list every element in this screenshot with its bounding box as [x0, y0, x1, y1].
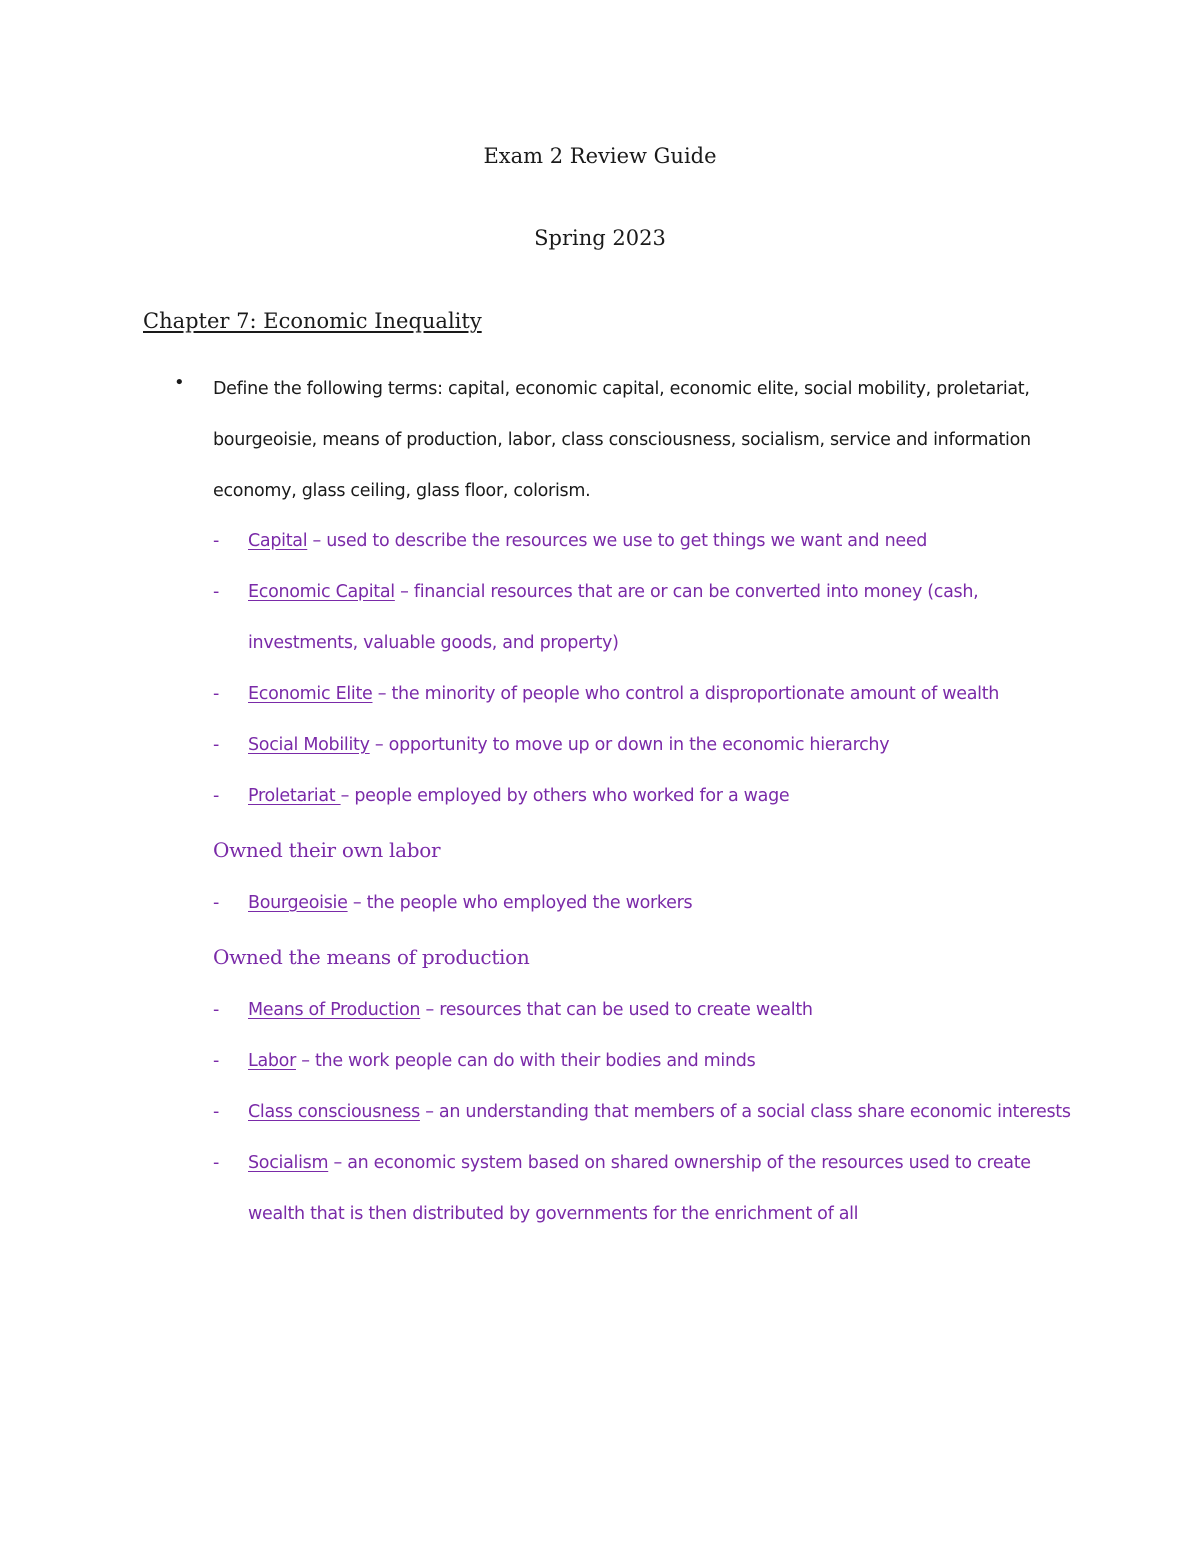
- dash-marker: -: [213, 1051, 220, 1071]
- definition-term: Economic Elite: [248, 684, 373, 704]
- definition-item: [213, 567, 1073, 669]
- definition-item: [213, 669, 1073, 720]
- definition-text: an understanding that members of a social class share economic interests: [438, 1102, 1071, 1122]
- dash-marker: -: [213, 893, 220, 913]
- definition-item: [213, 1036, 1073, 1087]
- definition-term: Proletariat: [248, 786, 341, 806]
- definition-text: resources that can be used to create wealth: [439, 1000, 813, 1020]
- definition-text: the work people can do with their bodies and minds: [314, 1051, 756, 1071]
- dash-marker: -: [213, 1102, 220, 1122]
- bullet-text: Define the following terms: capital, economic capital, economic elite, social mobility, proletariat, bourgeoisie, means of production, labor, class consciousness, socialism, service and information economy, glass ceiling, glass floor, colorism.: [213, 379, 1031, 501]
- definition-item: [213, 1138, 1073, 1240]
- dash-marker: -: [213, 786, 220, 806]
- definition-text: the minority of people who control a disproportionate amount of wealth: [391, 684, 1000, 704]
- dash-marker: -: [213, 1000, 220, 1020]
- dash-marker: -: [213, 1153, 220, 1173]
- definition-separator: –: [420, 1000, 440, 1020]
- definition-text: people employed by others who worked for a wage: [354, 786, 790, 806]
- definition-term: Means of Production: [248, 1000, 421, 1020]
- definition-term: Class consciousness: [248, 1102, 420, 1122]
- definition-term: Capital: [248, 531, 308, 551]
- definition-text: financial resources that are or can be converted into money (cash, investments, valuable goods, and property): [248, 582, 979, 653]
- page-subtitle: Spring 2023: [534, 226, 666, 250]
- definition-separator: –: [372, 684, 392, 704]
- definition-term: Economic Capital: [248, 582, 395, 602]
- definition-item: [213, 878, 1073, 929]
- definition-separator: –: [419, 1102, 439, 1122]
- dash-marker: -: [213, 684, 220, 704]
- definition-term: Socialism: [248, 1153, 329, 1173]
- definition-item: [213, 985, 1073, 1036]
- definition-text: an economic system based on shared ownership of the resources used to create wealth that is then distributed by governments for the enrichment of all: [248, 1153, 1031, 1224]
- definition-separator: –: [295, 1051, 315, 1071]
- definition-term: Social Mobility: [248, 735, 370, 755]
- definition-separator: –: [328, 1153, 348, 1173]
- definition-item: [213, 720, 1073, 771]
- note-owned-labor: Owned their own labor: [213, 838, 441, 862]
- definition-item: [213, 771, 1073, 822]
- definition-separator: –: [340, 786, 355, 806]
- definition-separator: –: [394, 582, 414, 602]
- definition-term: Labor: [248, 1051, 296, 1071]
- definition-list: [213, 516, 1073, 1240]
- definition-item: [213, 516, 1073, 567]
- dash-marker: -: [213, 582, 220, 602]
- definition-text: the people who employed the workers: [366, 893, 693, 913]
- definitions-group-2: [213, 878, 1073, 929]
- definition-separator: –: [369, 735, 389, 755]
- note-owned-means: Owned the means of production: [213, 945, 530, 969]
- definition-text: opportunity to move up or down in the economic hierarchy: [388, 735, 890, 755]
- definition-text: used to describe the resources we use to get things we want and need: [326, 531, 928, 551]
- definition-term: Bourgeoisie: [248, 893, 348, 913]
- dash-marker: -: [213, 531, 220, 551]
- definitions-group-3: [213, 985, 1073, 1240]
- definition-separator: –: [347, 893, 367, 913]
- definition-item: [213, 1087, 1073, 1138]
- definition-separator: –: [307, 531, 327, 551]
- chapter-heading: Chapter 7: Economic Inequality: [143, 309, 482, 333]
- page-title: Exam 2 Review Guide: [483, 144, 717, 168]
- definitions-group-1: [213, 516, 1073, 822]
- bullet-icon: •: [174, 372, 185, 393]
- dash-marker: -: [213, 735, 220, 755]
